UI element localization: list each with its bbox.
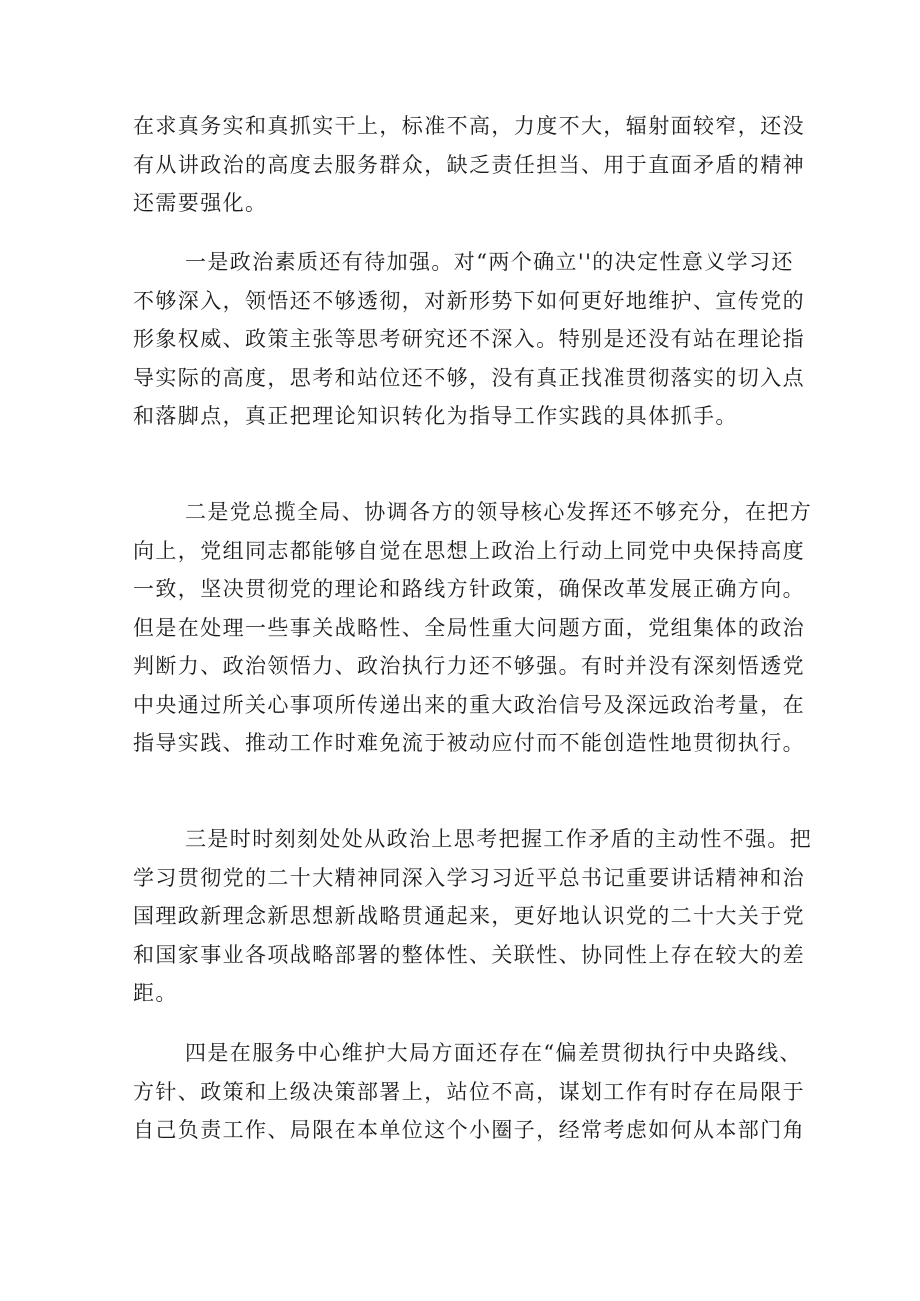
text-line: 和国家事业各项战略部署的整体性、关联性、协同性上存在较大的差 [133, 942, 805, 967]
paragraph-continuation [133, 107, 805, 223]
text-line: 中央通过所关心事项所传递出来的重大政治信号及深远政治考量，在 [133, 692, 805, 717]
text-line: 一是政治素质还有待加强。对“两个确立''的决定性意义学习还 [185, 250, 794, 274]
text-line: 二是党总揽全局、协调各方的领导核心发挥还不够充分，在把方 [185, 500, 813, 524]
text-line: 但是在处理一些事关战略性、全局性重大问题方面，党组集体的政治 [133, 615, 805, 640]
text-line: 方针、政策和上级决策部署上，站位不高，谋划工作有时存在局限于 [133, 1079, 805, 1104]
text-line: 学习贯彻党的二十大精神同深入学习习近平总书记重要讲话精神和治 [133, 865, 805, 890]
paragraph-political-quality [133, 243, 805, 436]
text-line: 一致，坚决贯彻党的理论和路线方针政策，确保改革发展正确方向。 [133, 577, 805, 601]
paragraph-party-leadership [133, 493, 813, 763]
text-line: 四是在服务中心维护大局方面还存在“偏差贯彻执行中央路线、 [185, 1041, 802, 1065]
paragraph-political-thinking [133, 820, 813, 1013]
text-line: 在求真务实和真抓实干上，标准不高，力度不大，辐射面较窄，还没 [133, 114, 805, 138]
text-line: 向上，党组同志都能够自觉在思想上政治上行动上同党中央保持高度 [133, 538, 805, 563]
text-line: 指导实践、推动工作时难免流于被动应付而不能创造性地贯彻执行。 [133, 731, 805, 755]
text-line: 和落脚点，真正把理论知识转化为指导工作实践的具体抓手。 [133, 404, 738, 428]
text-line: 自己负责工作、局限在本单位这个小圈子，经常考虑如何从本部门角 [133, 1118, 805, 1142]
text-line: 距。 [133, 981, 178, 1005]
text-line: 判断力、政治领悟力、政治执行力还不够强。有时并没有深刻悟透党 [133, 654, 805, 678]
text-line: 形象权威、政策主张等思考研究还不深入。特别是还没有站在理论指 [133, 327, 805, 351]
text-line: 不够深入，领悟还不够透彻，对新形势下如何更好地维护、宣传党的 [133, 288, 805, 313]
paragraph-serving-center [133, 1034, 805, 1150]
text-line: 国理政新理念新思想新战略贯通起来，更好地认识党的二十大关于党 [133, 904, 805, 928]
text-line: 导实际的高度，思考和站位还不够，没有真正找准贯彻落实的切入点 [133, 365, 805, 390]
text-line: 三是时时刻刻处处从政治上思考把握工作矛盾的主动性不强。把 [185, 827, 813, 851]
text-line: 有从讲政治的高度去服务群众，缺乏责任担当、用于直面矛盾的精神 [133, 152, 805, 177]
text-line: 还需要强化。 [133, 191, 268, 215]
